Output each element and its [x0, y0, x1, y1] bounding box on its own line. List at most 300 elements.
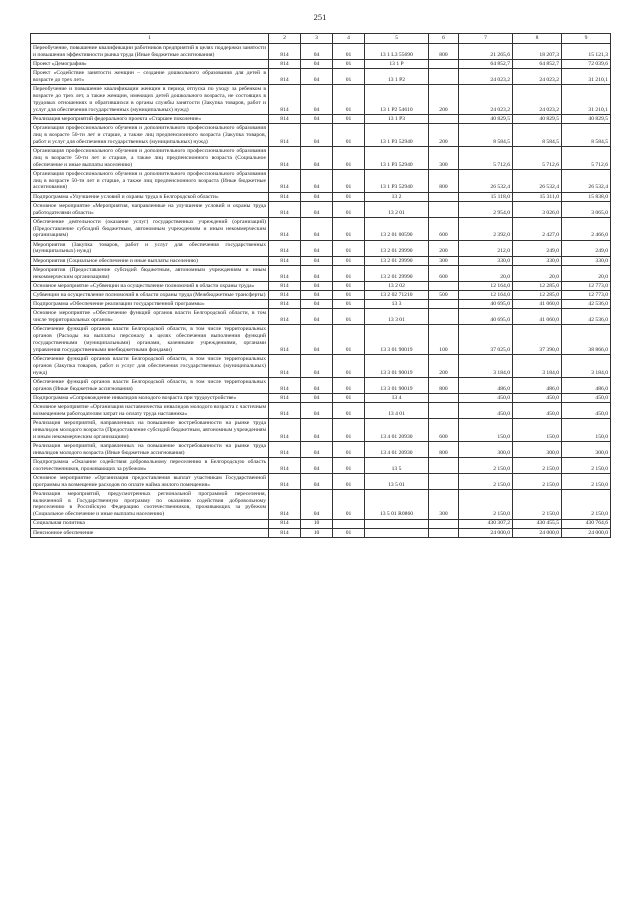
row-rz-cell: 04: [301, 490, 333, 520]
row-value-3-cell: 31 210,1: [562, 85, 611, 115]
row-vr-cell: [429, 458, 459, 474]
row-gr-cell: 814: [269, 378, 301, 394]
row-gr-cell: 814: [269, 300, 301, 309]
row-vr-cell: 200: [429, 85, 459, 115]
row-value-1-cell: 40 695,0: [459, 309, 513, 325]
table-row: [31, 528, 611, 537]
row-value-1-cell: 24 023,2: [459, 85, 513, 115]
row-rz-cell: 04: [301, 192, 333, 201]
row-csr-cell: 13 2 02: [365, 282, 429, 291]
table-row: [31, 419, 611, 442]
row-pr-cell: 01: [333, 44, 365, 60]
table-row: [31, 115, 611, 124]
row-pr-cell: 01: [333, 115, 365, 124]
row-value-3-cell: 42 536,0: [562, 309, 611, 325]
row-vr-cell: 300: [429, 147, 459, 170]
table-row: [31, 147, 611, 170]
row-name-cell: Подпрограмма «Сопровождение инвалидов молодого возраста при трудоустройстве»: [31, 394, 269, 403]
row-pr-cell: 01: [333, 403, 365, 419]
row-pr-cell: 01: [333, 256, 365, 265]
row-name-cell: Переобучение и повышение квалификации женщин в период отпуска по уходу за ребенком в возрасте до трех лет, а также женщин, имеющих детей дошкольного возраста, не состоящих в трудовых отношениях и обратившихся в органы службы занятости (Закупка товаров, работ и услуг для обеспечения государственных (муниципальных) нужд): [31, 85, 269, 115]
row-gr-cell: 814: [269, 85, 301, 115]
row-value-2-cell: 18 207,3: [513, 44, 562, 60]
row-rz-cell: 04: [301, 282, 333, 291]
row-value-2-cell: 2 427,0: [513, 218, 562, 241]
row-csr-cell: 13 5: [365, 458, 429, 474]
row-gr-cell: 814: [269, 147, 301, 170]
row-vr-cell: [429, 202, 459, 218]
column-header: 4: [333, 34, 365, 44]
row-rz-cell: 04: [301, 147, 333, 170]
row-value-1-cell: 2 150,0: [459, 474, 513, 490]
row-pr-cell: 01: [333, 69, 365, 85]
row-vr-cell: 800: [429, 378, 459, 394]
row-name-cell: Субвенции на осуществление полномочий в области охраны труда (Межбюджетные трансферты): [31, 291, 269, 300]
table-row: [31, 60, 611, 69]
row-value-2-cell: 3 184,0: [513, 355, 562, 378]
row-csr-cell: 13 2 01 00590: [365, 218, 429, 241]
row-value-3-cell: 31 210,1: [562, 69, 611, 85]
row-name-cell: Обеспечение деятельности (оказание услуг) государственных учреждений (организаций) (Предоставление субсидий бюджетным, автономным учреждениям и иным некоммерческим организациям): [31, 218, 269, 241]
row-csr-cell: 13 2 01 29990: [365, 240, 429, 256]
row-value-2-cell: 430 455,5: [513, 519, 562, 528]
row-vr-cell: [429, 309, 459, 325]
row-value-2-cell: 41 060,0: [513, 300, 562, 309]
row-vr-cell: 300: [429, 490, 459, 520]
row-pr-cell: 01: [333, 192, 365, 201]
row-gr-cell: 814: [269, 355, 301, 378]
table-row: [31, 69, 611, 85]
row-value-1-cell: 2 150,0: [459, 458, 513, 474]
column-header: 2: [269, 34, 301, 44]
row-value-2-cell: 150,0: [513, 419, 562, 442]
row-pr-cell: 01: [333, 419, 365, 442]
row-gr-cell: 814: [269, 192, 301, 201]
row-value-2-cell: 450,0: [513, 394, 562, 403]
row-value-3-cell: 150,0: [562, 419, 611, 442]
row-vr-cell: [429, 192, 459, 201]
row-value-1-cell: 12 164,0: [459, 291, 513, 300]
table-row: [31, 218, 611, 241]
row-value-1-cell: 40 695,0: [459, 300, 513, 309]
row-vr-cell: [429, 69, 459, 85]
row-gr-cell: 814: [269, 458, 301, 474]
table-row: [31, 442, 611, 458]
table-row: [31, 44, 611, 60]
row-value-1-cell: 20,0: [459, 266, 513, 282]
row-vr-cell: [429, 403, 459, 419]
row-name-cell: Основное мероприятие «Обеспечение функций органов власти Белгородской области, в том числе территориальных органов»: [31, 309, 269, 325]
row-pr-cell: 01: [333, 124, 365, 147]
row-name-cell: Проект «Содействие занятости женщин – создание дошкольного образования для детей в возрасте до трех лет»: [31, 69, 269, 85]
row-csr-cell: [365, 519, 429, 528]
row-rz-cell: 04: [301, 202, 333, 218]
table-row: [31, 519, 611, 528]
row-name-cell: Мероприятия (Социальное обеспечение и иные выплаты населению): [31, 256, 269, 265]
row-csr-cell: 13 3: [365, 300, 429, 309]
row-name-cell: Основное мероприятие «Субвенции на осуществление полномочий в области охраны труда»: [31, 282, 269, 291]
row-name-cell: Подпрограмма «Оказание содействия добровольному переселению в Белгородскую область соотечественников, проживающих за рубежом»: [31, 458, 269, 474]
row-vr-cell: 500: [429, 291, 459, 300]
row-value-3-cell: 486,0: [562, 378, 611, 394]
row-csr-cell: [365, 528, 429, 537]
row-pr-cell: [333, 519, 365, 528]
row-value-3-cell: 450,0: [562, 403, 611, 419]
row-csr-cell: 13 1 P2 54610: [365, 85, 429, 115]
row-vr-cell: [429, 519, 459, 528]
row-pr-cell: 01: [333, 85, 365, 115]
row-value-1-cell: 12 164,0: [459, 282, 513, 291]
row-name-cell: Организация профессионального обучения и дополнительного профессионального образования лиц в возрасте 50-ти лет и старше, а также лиц предпенсионного возраста (Иные бюджетные ассигнования): [31, 170, 269, 193]
row-rz-cell: 04: [301, 355, 333, 378]
row-gr-cell: 814: [269, 202, 301, 218]
row-value-1-cell: 2 392,0: [459, 218, 513, 241]
row-value-1-cell: 40 829,5: [459, 115, 513, 124]
row-value-3-cell: 330,0: [562, 256, 611, 265]
table-row: [31, 325, 611, 355]
row-pr-cell: 01: [333, 218, 365, 241]
row-value-1-cell: 64 852,7: [459, 60, 513, 69]
row-name-cell: Обеспечение функций органов власти Белгородской области, в том числе территориальных органов (Закупка товаров, работ и услуг для обеспечения государственных (муниципальных) нужд): [31, 355, 269, 378]
row-gr-cell: 814: [269, 170, 301, 193]
table-row: [31, 300, 611, 309]
row-gr-cell: 814: [269, 124, 301, 147]
table-row: [31, 355, 611, 378]
table-body: [31, 44, 611, 538]
row-gr-cell: 814: [269, 394, 301, 403]
row-rz-cell: 04: [301, 442, 333, 458]
row-name-cell: Пенсионное обеспечение: [31, 528, 269, 537]
row-value-2-cell: 24 000,0: [513, 528, 562, 537]
row-value-1-cell: 330,0: [459, 256, 513, 265]
row-gr-cell: 814: [269, 240, 301, 256]
row-pr-cell: 01: [333, 378, 365, 394]
row-gr-cell: 814: [269, 115, 301, 124]
row-rz-cell: 04: [301, 256, 333, 265]
row-pr-cell: 01: [333, 202, 365, 218]
row-gr-cell: 814: [269, 256, 301, 265]
row-csr-cell: 13 1 P3 52940: [365, 147, 429, 170]
table-row: [31, 256, 611, 265]
row-csr-cell: 13 4 01 20930: [365, 442, 429, 458]
row-csr-cell: 13 5 01: [365, 474, 429, 490]
row-csr-cell: 13 1 P2: [365, 69, 429, 85]
row-value-2-cell: 300,0: [513, 442, 562, 458]
row-rz-cell: 04: [301, 218, 333, 241]
row-rz-cell: 10: [301, 519, 333, 528]
row-value-1-cell: 5 712,6: [459, 147, 513, 170]
row-rz-cell: 04: [301, 240, 333, 256]
row-csr-cell: 13 1 P3 52940: [365, 170, 429, 193]
row-gr-cell: 814: [269, 69, 301, 85]
row-csr-cell: 13 1 P3 52940: [365, 124, 429, 147]
row-name-cell: Обеспечение функций органов власти Белгородской области, в том числе территориальных органов (Иные бюджетные ассигнования): [31, 378, 269, 394]
row-name-cell: Организация профессионального обучения и дополнительного профессионального образования лиц в возрасте 50-ти лет и старше, а также лиц предпенсионного возраста (Закупка товаров, работ и услуг для обеспечения государственных (муниципальных) нужд): [31, 124, 269, 147]
row-pr-cell: 01: [333, 474, 365, 490]
row-value-3-cell: 12 773,0: [562, 291, 611, 300]
row-value-2-cell: 12 285,0: [513, 282, 562, 291]
row-pr-cell: 01: [333, 291, 365, 300]
column-header: 6: [429, 34, 459, 44]
row-csr-cell: 13 3 01 90019: [365, 378, 429, 394]
row-value-1-cell: 2 150,0: [459, 490, 513, 520]
row-rz-cell: 04: [301, 69, 333, 85]
row-value-2-cell: 40 829,5: [513, 115, 562, 124]
row-name-cell: Реализация мероприятий, предусмотренных региональной программой переселения, включенной в Государственную программу по оказанию содействия добровольному переселению в Российскую Федерацию соотечественников, проживающих за рубежом (Социальное обеспечение и иные выплаты населению): [31, 490, 269, 520]
row-rz-cell: 04: [301, 458, 333, 474]
table-row: [31, 192, 611, 201]
row-vr-cell: 600: [429, 419, 459, 442]
row-value-3-cell: 24 000,0: [562, 528, 611, 537]
row-rz-cell: 04: [301, 291, 333, 300]
row-value-1-cell: 37 025,0: [459, 325, 513, 355]
row-value-3-cell: 300,0: [562, 442, 611, 458]
column-header: 1: [31, 34, 269, 44]
row-value-3-cell: 8 584,5: [562, 124, 611, 147]
budget-table: [30, 33, 611, 538]
row-gr-cell: 814: [269, 474, 301, 490]
column-header: 3: [301, 34, 333, 44]
table-row: [31, 291, 611, 300]
row-value-1-cell: 8 584,5: [459, 124, 513, 147]
row-pr-cell: 01: [333, 282, 365, 291]
row-value-2-cell: 2 150,0: [513, 458, 562, 474]
row-csr-cell: 13 4 01 20930: [365, 419, 429, 442]
row-name-cell: Реализация мероприятий, направленных на повышение востребованности на рынке труда инвалидов молодого возраста (Предоставление субсидий бюджетным, автономным учреждениям и иным некоммерческим организациям): [31, 419, 269, 442]
row-value-2-cell: 2 150,0: [513, 490, 562, 520]
table-row: [31, 474, 611, 490]
table-row: [31, 124, 611, 147]
table-row: [31, 240, 611, 256]
row-vr-cell: 200: [429, 355, 459, 378]
row-name-cell: Мероприятия (Предоставление субсидий бюджетным, автономным учреждениям и иным некоммерческим организациям): [31, 266, 269, 282]
row-value-1-cell: 24 000,0: [459, 528, 513, 537]
table-row: [31, 170, 611, 193]
row-value-1-cell: 212,0: [459, 240, 513, 256]
row-vr-cell: [429, 115, 459, 124]
row-value-1-cell: 3 184,0: [459, 355, 513, 378]
row-value-1-cell: 430 307,2: [459, 519, 513, 528]
row-value-2-cell: 450,0: [513, 403, 562, 419]
row-csr-cell: 13 2 01: [365, 202, 429, 218]
row-name-cell: Основное мероприятие «Организация предоставления выплат участникам Государственной программы на возмещение расходов по оплате найма жилого помещения»: [31, 474, 269, 490]
row-value-3-cell: 249,0: [562, 240, 611, 256]
row-vr-cell: [429, 528, 459, 537]
row-csr-cell: 13 3 01: [365, 309, 429, 325]
row-pr-cell: 01: [333, 528, 365, 537]
row-name-cell: Мероприятия (Закупка товаров, работ и услуг для обеспечения государственных (муниципальных) нужд): [31, 240, 269, 256]
row-value-3-cell: 12 773,0: [562, 282, 611, 291]
row-value-2-cell: 486,0: [513, 378, 562, 394]
row-gr-cell: 814: [269, 419, 301, 442]
row-value-3-cell: 2 150,0: [562, 458, 611, 474]
row-pr-cell: 01: [333, 147, 365, 170]
row-gr-cell: 814: [269, 403, 301, 419]
row-gr-cell: 814: [269, 291, 301, 300]
row-rz-cell: 04: [301, 85, 333, 115]
row-gr-cell: 814: [269, 282, 301, 291]
row-vr-cell: 800: [429, 442, 459, 458]
row-vr-cell: [429, 60, 459, 69]
row-csr-cell: 13 2: [365, 192, 429, 201]
row-vr-cell: 300: [429, 256, 459, 265]
row-pr-cell: 01: [333, 442, 365, 458]
page-number: 251: [313, 12, 327, 22]
column-header: 8: [513, 34, 562, 44]
table-header-row: [31, 34, 611, 44]
row-value-2-cell: 3 026,0: [513, 202, 562, 218]
row-value-3-cell: 72 039,6: [562, 60, 611, 69]
row-csr-cell: 13 1 P: [365, 60, 429, 69]
row-value-3-cell: 3 184,0: [562, 355, 611, 378]
row-vr-cell: 200: [429, 240, 459, 256]
row-value-3-cell: 5 712,6: [562, 147, 611, 170]
table-row: [31, 394, 611, 403]
row-name-cell: Переобучение, повышение квалификации работников предприятий в целях поддержки занятости и повышения эффективности рынка труда (Иные бюджетные ассигнования): [31, 44, 269, 60]
row-csr-cell: 13 3 01 90019: [365, 325, 429, 355]
row-gr-cell: 814: [269, 490, 301, 520]
row-vr-cell: 600: [429, 218, 459, 241]
row-rz-cell: 10: [301, 528, 333, 537]
table-row: [31, 403, 611, 419]
row-rz-cell: 04: [301, 266, 333, 282]
row-csr-cell: 13 2 01 29990: [365, 256, 429, 265]
row-name-cell: Организация профессионального обучения и дополнительного профессионального образования лиц в возрасте 50-ти лет и старше, а также лиц предпенсионного возраста (Социальное обеспечение и иные выплаты населению): [31, 147, 269, 170]
table-row: [31, 85, 611, 115]
row-value-2-cell: 2 150,0: [513, 474, 562, 490]
row-pr-cell: 01: [333, 325, 365, 355]
row-pr-cell: 01: [333, 300, 365, 309]
row-value-1-cell: 150,0: [459, 419, 513, 442]
row-name-cell: Обеспечение функций органов власти Белгородской области, в том числе территориальных органов (Расходы на выплаты персоналу в целях обеспечения выполнения функций государственными (муниципальными) органами, казенными учреждениями, органами управления государственными внебюджетными фондами): [31, 325, 269, 355]
row-rz-cell: 04: [301, 300, 333, 309]
row-csr-cell: 13 1 P3: [365, 115, 429, 124]
row-rz-cell: 04: [301, 60, 333, 69]
row-name-cell: Основное мероприятие «Организация наставничества инвалидов молодого возраста с частичным возмещением работодателям затрат на оплату труда наставника»: [31, 403, 269, 419]
row-rz-cell: 04: [301, 394, 333, 403]
row-rz-cell: 04: [301, 170, 333, 193]
row-vr-cell: 800: [429, 170, 459, 193]
row-rz-cell: 04: [301, 474, 333, 490]
row-vr-cell: 100: [429, 325, 459, 355]
row-gr-cell: 814: [269, 519, 301, 528]
row-value-2-cell: 12 285,0: [513, 291, 562, 300]
table-row: [31, 202, 611, 218]
row-pr-cell: 01: [333, 240, 365, 256]
row-gr-cell: 814: [269, 528, 301, 537]
row-gr-cell: 814: [269, 60, 301, 69]
row-csr-cell: 13 3 01 90019: [365, 355, 429, 378]
row-value-3-cell: 42 536,0: [562, 300, 611, 309]
row-name-cell: Проект «Демография»: [31, 60, 269, 69]
row-value-3-cell: 20,0: [562, 266, 611, 282]
row-gr-cell: 814: [269, 218, 301, 241]
row-value-3-cell: 430 764,6: [562, 519, 611, 528]
row-value-2-cell: 5 712,6: [513, 147, 562, 170]
row-gr-cell: 814: [269, 325, 301, 355]
table-row: [31, 266, 611, 282]
row-value-2-cell: 37 390,0: [513, 325, 562, 355]
row-csr-cell: 13 2 01 29990: [365, 266, 429, 282]
row-value-2-cell: 24 023,2: [513, 85, 562, 115]
row-value-2-cell: 249,0: [513, 240, 562, 256]
row-name-cell: Основное мероприятие «Мероприятия, направленные на улучшение условий и охраны труда работодателями области»: [31, 202, 269, 218]
row-vr-cell: 800: [429, 44, 459, 60]
row-name-cell: Реализация мероприятий, направленных на повышение востребованности на рынке труда инвалидов молодого возраста (Иные бюджетные ассигнования): [31, 442, 269, 458]
row-pr-cell: 01: [333, 266, 365, 282]
row-name-cell: Подпрограмма «Улучшение условий и охраны труда в Белгородской области»: [31, 192, 269, 201]
row-value-3-cell: 26 532,4: [562, 170, 611, 193]
row-value-2-cell: 26 532,4: [513, 170, 562, 193]
row-vr-cell: [429, 300, 459, 309]
row-rz-cell: 04: [301, 124, 333, 147]
row-value-2-cell: 8 584,5: [513, 124, 562, 147]
table-row: [31, 378, 611, 394]
row-value-3-cell: 2 150,0: [562, 490, 611, 520]
row-name-cell: Подпрограмма «Обеспечение реализации государственной программы»: [31, 300, 269, 309]
row-value-1-cell: 2 954,0: [459, 202, 513, 218]
row-csr-cell: 13 5 01 R0860: [365, 490, 429, 520]
row-pr-cell: 01: [333, 490, 365, 520]
row-value-3-cell: 40 829,5: [562, 115, 611, 124]
row-rz-cell: 04: [301, 115, 333, 124]
row-value-2-cell: 64 852,7: [513, 60, 562, 69]
table-row: [31, 309, 611, 325]
table-row: [31, 458, 611, 474]
column-header: 5: [365, 34, 429, 44]
table-row: [31, 490, 611, 520]
row-pr-cell: 01: [333, 309, 365, 325]
row-gr-cell: 814: [269, 266, 301, 282]
row-rz-cell: 04: [301, 325, 333, 355]
row-value-3-cell: 2 466,0: [562, 218, 611, 241]
row-value-2-cell: 41 060,0: [513, 309, 562, 325]
row-pr-cell: 01: [333, 355, 365, 378]
row-value-2-cell: 15 311,0: [513, 192, 562, 201]
row-csr-cell: 13 1 L3 55690: [365, 44, 429, 60]
row-value-1-cell: 15 118,0: [459, 192, 513, 201]
row-value-2-cell: 20,0: [513, 266, 562, 282]
row-gr-cell: 814: [269, 442, 301, 458]
row-vr-cell: 600: [429, 266, 459, 282]
row-value-3-cell: 15 838,0: [562, 192, 611, 201]
row-value-1-cell: 21 265,6: [459, 44, 513, 60]
row-value-1-cell: 26 532,4: [459, 170, 513, 193]
row-vr-cell: [429, 474, 459, 490]
row-value-3-cell: 15 121,3: [562, 44, 611, 60]
row-pr-cell: 01: [333, 394, 365, 403]
row-name-cell: Социальная политика: [31, 519, 269, 528]
row-pr-cell: 01: [333, 60, 365, 69]
row-value-3-cell: 38 866,0: [562, 325, 611, 355]
row-rz-cell: 04: [301, 44, 333, 60]
column-header: 7: [459, 34, 513, 44]
row-rz-cell: 04: [301, 378, 333, 394]
row-value-1-cell: 450,0: [459, 394, 513, 403]
row-pr-cell: 01: [333, 170, 365, 193]
row-value-1-cell: 300,0: [459, 442, 513, 458]
row-rz-cell: 04: [301, 309, 333, 325]
table-row: [31, 282, 611, 291]
row-csr-cell: 13 4: [365, 394, 429, 403]
column-header: 9: [562, 34, 611, 44]
row-value-3-cell: 450,0: [562, 394, 611, 403]
row-value-3-cell: 3 065,0: [562, 202, 611, 218]
row-pr-cell: 01: [333, 458, 365, 474]
row-gr-cell: 814: [269, 309, 301, 325]
row-name-cell: Реализация мероприятий федерального проекта «Старшее поколение»: [31, 115, 269, 124]
row-rz-cell: 04: [301, 419, 333, 442]
